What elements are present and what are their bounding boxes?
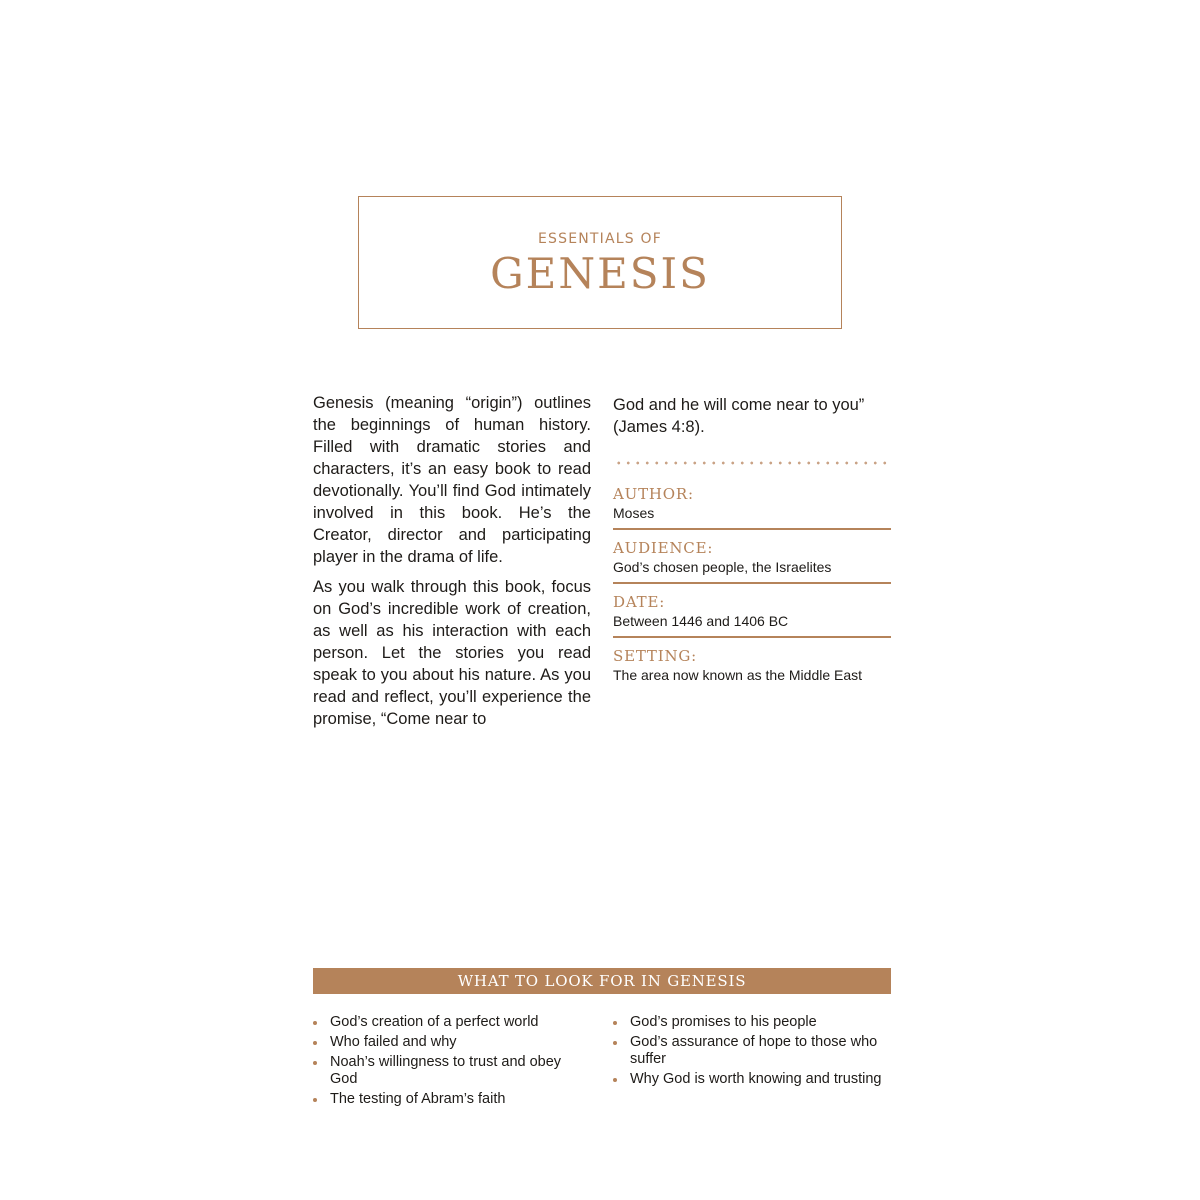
fact-label: AUTHOR: [613,485,694,503]
fact-setting [613,647,891,690]
list-item: Who failed and why [313,1034,581,1051]
fact-value: Between 1446 and 1406 BC [613,613,789,629]
look-for-list-right [613,1014,883,1091]
list-item: God’s creation of a perfect world [313,1014,581,1031]
facts-list [613,485,891,699]
fact-date [613,593,891,638]
fact-label: SETTING: [613,647,697,665]
look-for-heading: WHAT TO LOOK FOR IN GENESIS [313,968,891,994]
fact-value: Moses [613,505,655,521]
title-box [358,196,842,329]
fact-value: The area now known as the Middle East [613,667,863,683]
dotted-divider [614,461,892,465]
list-item: The testing of Abram’s faith [313,1091,581,1108]
look-for-list-left [313,1014,581,1111]
page-title: GENESIS [490,249,710,298]
fact-label: AUDIENCE: [613,539,714,557]
fact-audience [613,539,891,584]
fact-label: DATE: [613,593,666,611]
list-item: Why God is worth knowing and trusting [613,1071,883,1088]
intro-paragraph-2-continued: God and he will come near to you” (James 4:8). [613,396,865,436]
fact-value: God’s chosen people, the Israelites [613,559,832,575]
intro-paragraph-2: As you walk through this book, focus on God’s incredible work of creation, as well as his interaction with each person. Let the stories you read speak to you about his nature. As you read and reflect, you’ll experience the promise, “Come near to [313,578,591,728]
intro-paragraph-1: Genesis (meaning “origin”) outlines the beginnings of human history. Filled with dramatic stories and characters, it’s an easy book to read devotionally. You’ll find God intimately involved in this book. He’s the Creator, director and participating player in the drama of life. [313,394,591,566]
list-item: God’s assurance of hope to those who suffer [613,1034,883,1068]
list-item: Noah’s willingness to trust and obey God [313,1054,581,1088]
list-item: God’s promises to his people [613,1014,883,1031]
intro-column [313,392,591,738]
fact-author [613,485,891,530]
title-kicker: ESSENTIALS OF [537,231,662,247]
